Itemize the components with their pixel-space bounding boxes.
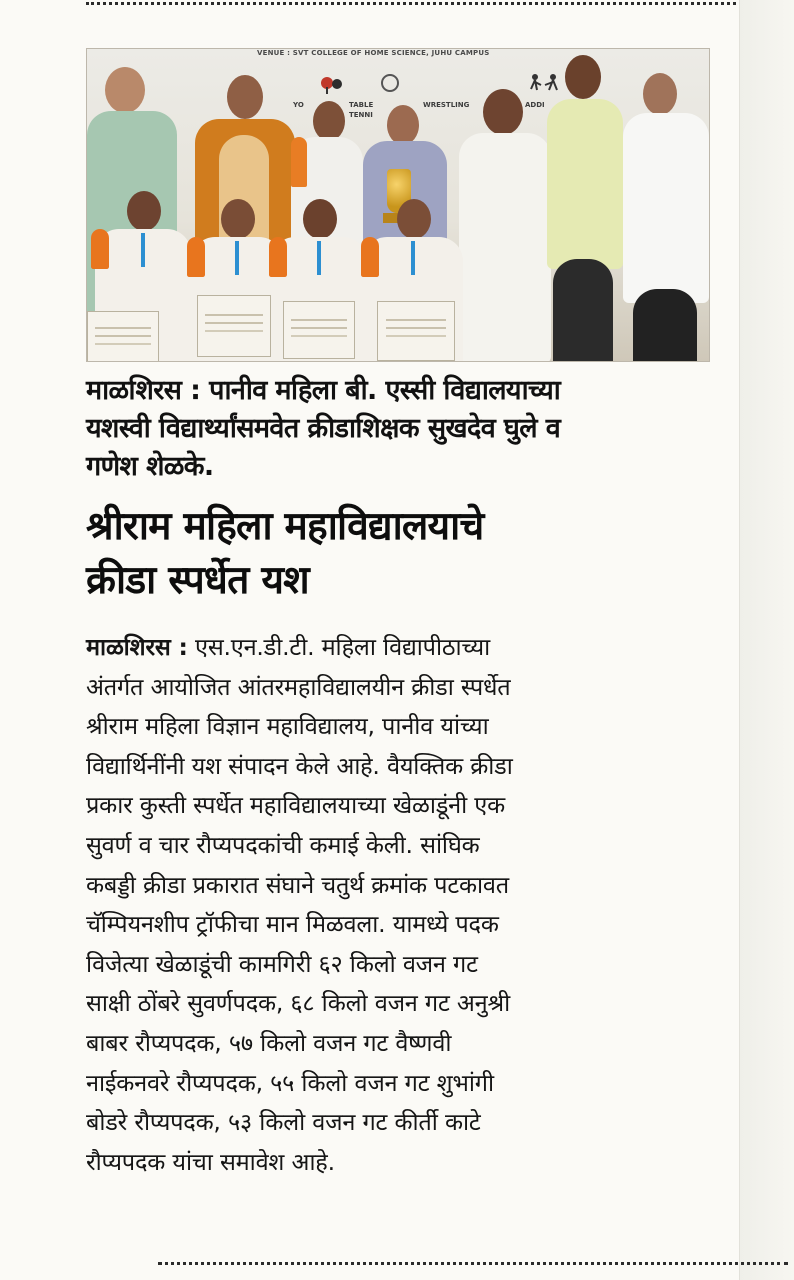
certificate	[197, 295, 271, 357]
article-line	[86, 628, 692, 668]
article-body	[86, 628, 692, 1182]
banner-word: YO	[293, 101, 304, 109]
article-line: नाईकनवरे रौप्यपदक, ५५ किलो वजन गट शुभांगी	[86, 1068, 494, 1097]
certificate	[87, 311, 159, 362]
bottom-dotted-rule	[158, 1262, 788, 1269]
kabaddi-figures-icon	[525, 73, 565, 93]
article-line: विद्यार्थिनींनी यश संपादन केले आहे. वैयक्तिक क्रीडा	[86, 751, 513, 780]
group-photo	[86, 48, 710, 362]
top-dotted-rule	[86, 2, 736, 9]
banner-word: TENNI	[349, 111, 373, 119]
headline	[86, 500, 726, 608]
article-line: अंतर्गत आयोजित आंतरमहाविद्यालयीन क्रीडा स्पर्धेत	[86, 672, 511, 701]
article-line: विजेत्या खेळाडूंची कामगिरी ६२ किलो वजन गट	[86, 949, 478, 978]
article-text: एस.एन.डी.टी. महिला विद्यापीठाच्या	[187, 633, 491, 661]
certificate	[283, 301, 355, 359]
article-line: श्रीराम महिला विज्ञान महाविद्यालय, पानीव यांच्या	[86, 712, 489, 741]
article-line: चॅम्पियनशीप ट्रॉफीचा मान मिळवला. यामध्ये पदक	[86, 910, 499, 939]
ping-pong-icon	[319, 75, 345, 95]
article-line: कबड्डी क्रीडा प्रकारात संघाने चतुर्थ क्रमांक पटकावत	[86, 870, 509, 899]
sport-logo-icon	[377, 73, 403, 93]
photo-caption	[86, 372, 726, 486]
article-line: बाबर रौप्यपदक, ५७ किलो वजन गट वैष्णवी	[86, 1028, 452, 1057]
banner-word: WRESTLING	[423, 101, 470, 109]
article-line: साक्षी ठोंबरे सुवर्णपदक, ६८ किलो वजन गट अनुश्री	[86, 989, 510, 1018]
caption-line: माळशिरस : पानीव महिला बी. एस्सी विद्यालयाच्या	[86, 375, 561, 406]
venue-banner-text: VENUE : SVT COLLEGE OF HOME SCIENCE, JUHU CAMPUS	[257, 49, 490, 57]
dateline: माळशिरस :	[86, 633, 188, 661]
banner-word: ADDI	[525, 101, 545, 109]
certificate	[377, 301, 455, 361]
headline-line: श्रीराम महिला महाविद्यालयाचे	[86, 504, 484, 549]
article-line: बोडरे रौप्यपदक, ५३ किलो वजन गट कीर्ती काटे	[86, 1108, 481, 1137]
article-line: रौप्यपदक यांचा समावेश आहे.	[86, 1147, 335, 1176]
banner-word: TABLE	[349, 101, 374, 109]
page-margin-strip	[739, 0, 794, 1280]
article-line: प्रकार कुस्ती स्पर्धेत महाविद्यालयाच्या खेळाडूंनी एक	[86, 791, 505, 820]
article-line: सुवर्ण व चार रौप्यपदकांची कमाई केली. सांघिक	[86, 830, 480, 859]
headline-line: क्रीडा स्पर्धेत यश	[86, 558, 309, 603]
caption-line: गणेश शेळके.	[86, 451, 214, 482]
caption-line: यशस्वी विद्यार्थ्यांसमवेत क्रीडाशिक्षक सुखदेव घुले व	[86, 413, 561, 444]
